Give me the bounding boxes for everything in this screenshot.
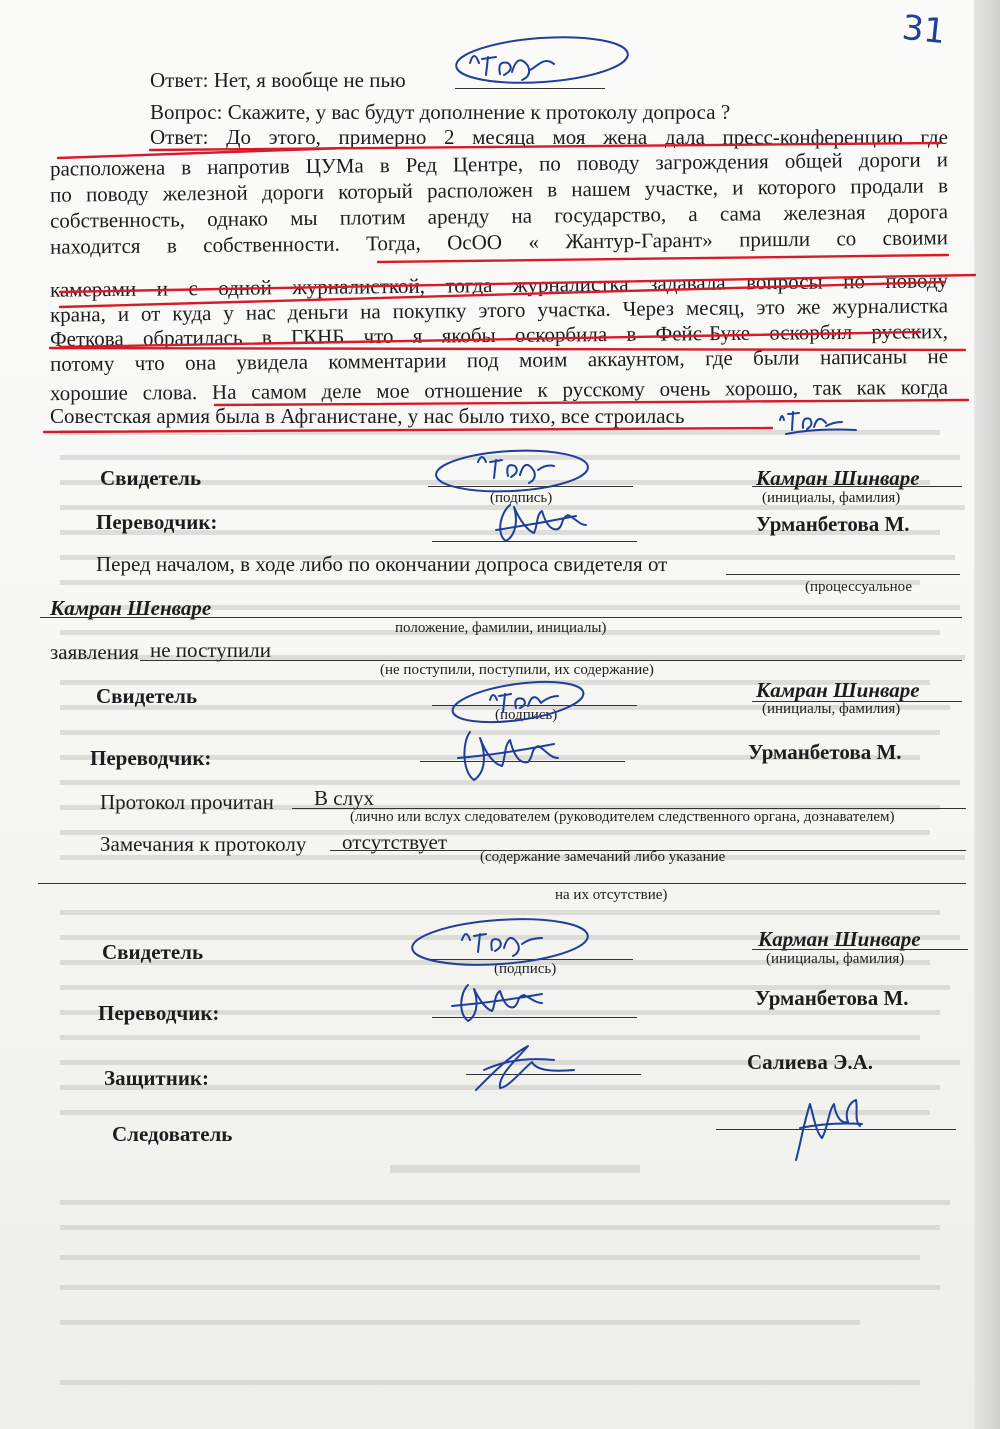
translator-name-2: Урманбетова М. (748, 740, 902, 764)
witness-label-3: Свидетель (102, 940, 204, 964)
page-number: 31 (900, 7, 948, 53)
red-underline-8 (215, 400, 968, 405)
caption-value: (не поступили, поступили, их содержание) (380, 662, 654, 678)
answer-2-line-7: крана, и от куда у нас деньги на покупку этого участка. Через месяц, это же журналистка (49, 293, 949, 327)
statements-label: заявления (50, 640, 139, 664)
translator-signature-1 (496, 505, 586, 541)
answer-2-line-11: Совестская армия была в Афганистане, у нас было тихо, все строилась (50, 404, 685, 428)
signature-caption-2: (подпись) (495, 707, 558, 723)
name-caption-3: (инициалы, фамилия) (766, 951, 905, 967)
statements-intro: Перед началом, в ходе либо по окончании допроса свидетеля от (96, 552, 668, 576)
signature-caption-1: (подпись) (490, 490, 553, 506)
remarks-caption: (содержание замечаний либо указание (480, 849, 726, 865)
defender-label: Защитник: (104, 1066, 210, 1090)
witness-label-1: Свидетель (100, 466, 202, 490)
investigator-signature (796, 1100, 862, 1160)
witness-signature-2 (450, 675, 586, 729)
signature-initials-2 (780, 412, 856, 434)
statements-value: не поступили (150, 638, 271, 662)
name-caption-2: (инициалы, фамилия) (762, 701, 901, 717)
name-caption-1: (инициалы, фамилия) (762, 490, 901, 506)
remarks-label: Замечания к протоколу (100, 832, 307, 856)
translator-label-1: Переводчик: (96, 510, 218, 534)
answer-2-line-9: потому что она увидела комментарии под моим аккаунтом, где были написаны не (49, 344, 949, 376)
red-underline-9 (44, 428, 772, 432)
statements-witness-name: Камран Шенваре (50, 596, 212, 620)
translator-signature-2 (458, 732, 558, 780)
translator-label-2: Переводчик: (90, 746, 212, 770)
red-underline-6 (60, 332, 920, 347)
translator-name-1: Урманбетова М. (756, 512, 910, 536)
witness-name-2: Камран Шинваре (756, 678, 920, 702)
investigator-label: Следователь (112, 1122, 233, 1146)
signature-caption-3: (подпись) (494, 961, 557, 977)
answer-1-text: Нет, я вообще не пью (213, 68, 406, 92)
remarks-caption-2: на их отсутствие) (555, 887, 668, 903)
caption-position: положение, фамилии, инициалы) (395, 620, 607, 636)
defender-name: Салиева Э.А. (747, 1050, 874, 1074)
blue-signatures (411, 32, 862, 1160)
protocol-read-caption: (лично или вслух следователем (руководителем следственного органа, дознавателем) (350, 809, 895, 825)
answer-2-line-6: камерами и с одной журналисткой, тогда журналистка задавала вопросы по поводу (49, 268, 949, 302)
question-text: Скажите, у вас будут дополнение к протоколу допроса ? (227, 100, 731, 124)
answer-2-line-8: Феткова обратилась в ГКНБ что я якобы оскорбила в Фейс-Буке оскорбил русских, (49, 319, 949, 351)
red-underline-1 (150, 143, 940, 150)
translator-signature-3 (452, 985, 542, 1021)
remarks-value: отсутствует (342, 830, 448, 854)
answer-2-line-5: находится в собственности. Тогда, ОсОО « Жантур-Гарант» пришли со своими (49, 225, 949, 259)
answer-2-line-4: собственность, однако мы плотим аренду на государство, а сама железная дорога (49, 199, 949, 233)
answer-2-label: Ответ: (150, 125, 209, 149)
translator-name-3: Урманбетова М. (755, 986, 909, 1010)
translator-label-3: Переводчик: (98, 1001, 220, 1025)
caption-procedural: (процессуальное (805, 579, 912, 595)
answer-2-text-1: До этого, примерно 2 месяца моя жена дала пресс-конференцию где (226, 125, 949, 149)
red-underline-4 (60, 275, 975, 292)
protocol-read-label: Протокол прочитан (100, 790, 274, 814)
witness-signature-3 (411, 914, 590, 970)
signature-initials-1 (455, 32, 630, 88)
answer-2-line-10: хорошие слова. На самом деле мое отношение к русскому очень хорошо, так как когда (49, 374, 949, 406)
answer-2-line-2: расположена в напротив ЦУМа в Ред Центре, по поводу загрождения общей дороги и (49, 147, 949, 181)
red-underline-7 (50, 348, 965, 350)
defender-signature (476, 1046, 574, 1090)
witness-name-1: Камран Шинваре (756, 466, 920, 490)
answer-1-label: Ответ: (150, 68, 209, 92)
answer-2-line-3: по поводу железной дороги который расположен в нашем участке, и которого продали в (49, 173, 949, 207)
red-underline-3 (378, 255, 948, 262)
witness-label-2: Свидетель (96, 684, 198, 708)
red-underlines (44, 143, 975, 432)
protocol-read-value: В слух (314, 786, 375, 810)
witness-name-3: Карман Шинваре (758, 927, 921, 951)
red-underline-5 (60, 282, 945, 307)
question-label: Вопрос: (150, 100, 223, 124)
witness-signature-1 (435, 447, 589, 495)
